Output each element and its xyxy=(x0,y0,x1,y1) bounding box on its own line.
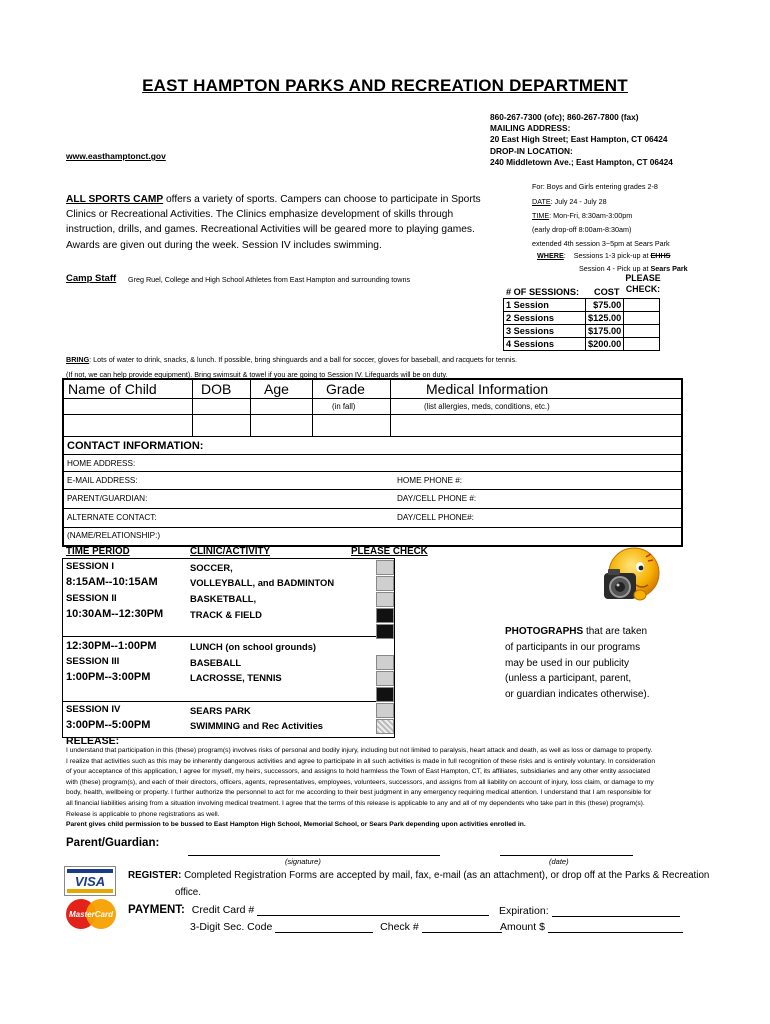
amount-field[interactable] xyxy=(548,932,683,933)
session-count: 3 Sessions xyxy=(504,325,586,338)
mailing-label: MAILING ADDRESS: xyxy=(490,123,571,134)
date-caption: (date) xyxy=(549,857,569,866)
intro-text: offers a variety of sports. Campers can choose to participate in Sports Clinics or Recreational Activities. The Clinics emphasize development of skills through instruction, drills, and games. Recreational Activities will be geared more to playing games. Awards are given out during the week. Session IV includes swimming. xyxy=(66,194,481,251)
signature-line[interactable] xyxy=(188,855,440,856)
email-label: E-MAIL ADDRESS: xyxy=(67,476,138,485)
expiration-label: Expiration: xyxy=(499,905,549,917)
alternate-label: ALTERNATE CONTACT: xyxy=(67,513,157,522)
time-period-header: TIME PERIOD xyxy=(66,546,130,557)
photographs-line2: of participants in our programs xyxy=(505,641,641,653)
for-line: For: Boys and Girls entering grades 2-8 xyxy=(532,182,658,191)
grade-note: (in fall) xyxy=(332,402,356,411)
grade-header: Grade xyxy=(326,381,365,397)
session-row xyxy=(504,325,660,338)
day-phone-label: DAY/CELL PHONE #: xyxy=(397,494,477,503)
email-row[interactable] xyxy=(64,472,681,490)
extended-session: extended 4th session 3~5pm at Sears Park xyxy=(532,239,670,248)
session-activity: LACROSSE, TENNIS xyxy=(190,672,282,683)
phone-fax: 860-267-7300 (ofc); 860-267-7800 (fax) xyxy=(490,112,639,122)
session-activity: BASKETBALL, xyxy=(190,593,257,604)
relationship-row[interactable] xyxy=(64,528,681,545)
date-label: DATE xyxy=(532,197,551,206)
session-time: SESSION III xyxy=(66,656,120,667)
register-line xyxy=(128,870,709,881)
session4-value: Session 4 - Pick up at xyxy=(579,264,651,273)
credit-card-label: Credit Card # xyxy=(191,904,255,916)
session-time: 10:30AM--12:30PM xyxy=(66,608,164,620)
parent-label: PARENT/GUARDIAN: xyxy=(67,494,148,503)
camp-name: ALL SPORTS CAMP xyxy=(66,194,164,205)
contact-block xyxy=(490,112,673,168)
session-checkbox[interactable] xyxy=(624,312,660,325)
session4-place: Sears Park xyxy=(650,264,688,273)
mailing-address: 20 East High Street; East Hampton, CT 06424 xyxy=(490,134,668,145)
session-time: 1:00PM--3:00PM xyxy=(66,671,151,683)
expiration-group xyxy=(499,905,680,917)
session2-checkbox-2[interactable] xyxy=(376,608,394,623)
visa-logo xyxy=(64,866,116,896)
where-line: WHERE: Sessions 1-3 pick-up at EHHS xyxy=(537,251,671,260)
session4-checkbox-2[interactable] xyxy=(376,719,394,734)
age-header: Age xyxy=(264,381,289,397)
photographs-line3: may be used in our publicity xyxy=(505,657,629,669)
sec-code-label: 3-Digit Sec. Code xyxy=(190,921,273,933)
where-place: EHHS xyxy=(650,251,671,260)
bring-text-2: (If not, we can help provide equipment). Bring swimsuit & towel if you are going to Session IV. Lifeguards will be on duty. xyxy=(66,370,448,379)
page-title: EAST HAMPTON PARKS AND RECREATION DEPARTMENT xyxy=(142,76,628,95)
medical-note: (list allergies, meds, conditions, etc.) xyxy=(424,402,550,411)
register-text: Completed Registration Forms are accepted by mail, fax, e-mail (as an attachment), or drop off at the Parks & Recreation xyxy=(181,870,710,881)
sessions-col-header: # OF SESSIONS: xyxy=(506,287,580,297)
dropin-label: DROP-IN LOCATION: xyxy=(490,145,573,156)
session-activity: VOLLEYBALL, and BADMINTON xyxy=(190,577,335,588)
please-check-heading: PLEASE CHECK: xyxy=(625,273,661,294)
payment-row-1 xyxy=(128,904,489,916)
release-heading: RELEASE: xyxy=(66,735,120,747)
time-label: TIME xyxy=(532,211,550,220)
medical-header: Medical Information xyxy=(426,381,549,397)
session-row xyxy=(504,299,660,312)
please-check-header: PLEASE CHECK xyxy=(351,546,428,557)
where-label: WHERE xyxy=(537,251,564,260)
session-activity: TRACK & FIELD xyxy=(190,609,262,620)
check-field[interactable] xyxy=(422,932,502,933)
signature-caption: (signature) xyxy=(285,857,321,866)
session4-checkbox[interactable] xyxy=(376,703,394,718)
session2-checkbox-3[interactable] xyxy=(376,624,394,639)
website-link[interactable]: www.easthamptonct.gov xyxy=(66,151,166,161)
session-cost: $125.00 xyxy=(586,312,624,325)
photographs-note xyxy=(505,624,650,703)
photographs-label: PHOTOGRAPHS xyxy=(505,626,584,637)
photographs-line4: (unless a participant, parent, xyxy=(505,673,632,685)
release-text-block xyxy=(66,746,656,831)
session3-checkbox-3[interactable] xyxy=(376,687,394,702)
check-label: Check # xyxy=(380,921,419,933)
dropin-address: 240 Middletown Ave.; East Hampton, CT 06424 xyxy=(490,156,673,167)
child-note-row xyxy=(64,399,681,415)
alternate-row[interactable] xyxy=(64,509,681,528)
session-row xyxy=(504,312,660,325)
session-cost: $175.00 xyxy=(586,325,624,338)
session-activity: SWIMMING and Rec Activities xyxy=(190,720,324,731)
bring-label: BRING xyxy=(66,355,90,364)
dob-header: DOB xyxy=(201,381,232,397)
session-count: 4 Sessions xyxy=(504,338,586,351)
session-time: SESSION IV xyxy=(66,704,121,715)
session-activity: SEARS PARK xyxy=(190,705,251,716)
intro-paragraph xyxy=(66,192,486,253)
day-phone2-label: DAY/CELL PHONE#: xyxy=(397,513,474,522)
session3-checkbox-2[interactable] xyxy=(376,671,394,686)
home-address-row[interactable] xyxy=(64,455,681,472)
contact-heading: CONTACT INFORMATION: xyxy=(67,440,204,452)
child-header-row xyxy=(64,380,681,399)
session2-checkbox[interactable] xyxy=(376,592,394,607)
session-time: SESSION II xyxy=(66,593,117,604)
session-count: 2 Sessions xyxy=(504,312,586,325)
parent-guardian-label: Parent/Guardian: xyxy=(66,837,160,849)
credit-card-field[interactable] xyxy=(257,915,489,916)
photographs-line5: or guardian indicates otherwise). xyxy=(505,689,650,701)
mastercard-text: MasterCard xyxy=(68,910,114,919)
expiration-field[interactable] xyxy=(552,916,680,917)
register-text-2: office. xyxy=(175,887,201,898)
early-dropoff: (early drop-off 8:00am-8:30am) xyxy=(532,225,632,234)
sec-code-field[interactable] xyxy=(275,932,373,933)
camp-staff-text: Greg Ruel, College and High School Athletes from East Hampton and surrounding towns xyxy=(128,275,411,284)
date-line[interactable] xyxy=(500,855,633,856)
mastercard-logo xyxy=(62,898,120,930)
session1-checkbox-2[interactable] xyxy=(376,576,394,591)
where-value: Sessions 1-3 pick-up at xyxy=(573,251,651,260)
date-value: : July 24 - July 28 xyxy=(550,197,607,206)
session-cost: $200.00 xyxy=(586,338,624,351)
session-activity: BASEBALL xyxy=(190,657,242,668)
parent-row[interactable] xyxy=(64,490,681,509)
session-activity: SOCCER, xyxy=(190,562,233,573)
camp-staff-label: Camp Staff xyxy=(66,273,117,284)
visa-text: VISA xyxy=(74,874,106,889)
home-address-label: HOME ADDRESS: xyxy=(67,459,136,468)
date-line xyxy=(532,197,607,206)
register-label: REGISTER: xyxy=(128,870,182,881)
session1-checkbox[interactable] xyxy=(376,560,394,575)
time-line xyxy=(532,211,632,220)
name-of-child-header: Name of Child xyxy=(68,381,157,397)
amount-group xyxy=(500,921,683,933)
session-count: 1 Session xyxy=(504,299,586,312)
session-time: 3:00PM--5:00PM xyxy=(66,719,151,731)
session4-line xyxy=(579,264,688,273)
time-value: : Mon-Fri, 8:30am-3:00pm xyxy=(549,211,633,220)
cost-col-header: COST xyxy=(594,287,620,297)
payment-row-2 xyxy=(190,921,502,933)
session-checkbox[interactable] xyxy=(624,299,660,312)
amount-label: Amount $ xyxy=(500,921,545,933)
bring-text: : Lots of water to drink, snacks, & lunch. If possible, bring shinguards and a ball for soccer, gloves for baseball, and racquets for tennis. xyxy=(89,355,518,364)
child-entry-row[interactable] xyxy=(64,415,681,437)
home-phone-label: HOME PHONE #: xyxy=(397,476,463,485)
release-bus-permission: Parent gives child permission to be bussed to East Hampton High School, Memorial School, or Sears Park depending upon activities enrolled in. xyxy=(66,821,526,829)
release-text: I understand that participation in this (these) program(s) involves risks of personal and bodily injury, including but not limited to paralysis, heart attack and death, as well as loss or damage to property. I realize that activities such as this may be inherently dangerous activities and agree to participate in all such activities is made in full recognition of these risks and is entirely voluntary. In consideration of your acceptance of this application, I agree for myself, my heirs, successors, and assigns to hold harmless the Town of East Hampton, CT, its affiliates, subsidiaries and any other entity associated with (these) program(s), and each of their directors, officers, agents, representatives, employees, volunteers, successors, and assigns from all liability on account of injury, loss claim, or damage to my body, health, wellbeing or property. I further authorize the personnel to act for me according to their best judgment in any emergency requiring medical attention. I understand that I am responsible for all financial liabilities arising from a situation involving medical treatment. I agree that the terms of this release is applicable to any and all of my dependents who take part in this (these) program(s). Release is applicable to phone registrations as well. xyxy=(66,747,656,818)
sessions-table xyxy=(503,298,660,351)
session-time: 8:15AM--10:15AM xyxy=(66,576,158,588)
lunch-time: 12:30PM--1:00PM xyxy=(66,640,157,652)
contact-heading-row xyxy=(64,437,681,455)
payment-label: PAYMENT: xyxy=(128,904,185,916)
session-checkbox[interactable] xyxy=(624,338,660,351)
session-row xyxy=(504,338,660,351)
session-cost: $75.00 xyxy=(586,299,624,312)
session-checkbox[interactable] xyxy=(624,325,660,338)
session3-checkbox[interactable] xyxy=(376,655,394,670)
session-time: SESSION I xyxy=(66,561,114,572)
camera-emoji-icon xyxy=(596,545,664,617)
clinic-header: CLINIC/ACTIVITY xyxy=(190,546,271,557)
lunch-activity: LUNCH (on school grounds) xyxy=(190,641,317,652)
relationship-label: (NAME/RELATIONSHIP:) xyxy=(67,531,161,540)
registration-form xyxy=(62,378,683,547)
photographs-line1: that are taken xyxy=(583,626,648,637)
